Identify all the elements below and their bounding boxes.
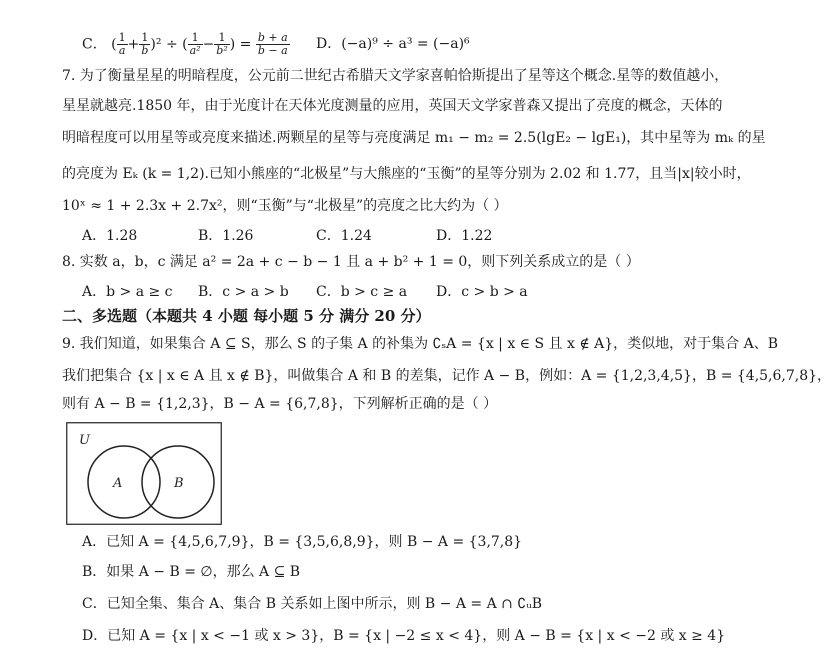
- fraction: $\frac{1}{b}$: [141, 31, 149, 57]
- q8-option-d: D．c > b > a: [436, 284, 528, 300]
- q8-option-a: A．b > a ≥ c: [82, 284, 173, 300]
- fraction: $\frac{b + a}{b - a}$: [257, 31, 288, 57]
- q7-option-b: B．1.26: [198, 228, 254, 244]
- set-a-label: A: [113, 476, 123, 491]
- fraction: $\frac{1}{\text{a²}}$: [189, 31, 201, 57]
- q8-line-1: 8. 实数 a，b，c 满足 a² = 2a + c − b − 1 且 a + b² + 1 = 0，则下列关系成立的是（ ）: [62, 254, 640, 270]
- q8-option-b: B．c > a > b: [198, 284, 289, 300]
- q7-option-d: D．1.22: [436, 228, 493, 244]
- q9-line-3: 则有 A − B = {1,2,3}，B − A = {6,7,8}，下列解析正确的是（ ）: [62, 396, 498, 412]
- set-b-label: B: [174, 476, 184, 491]
- universe-label: U: [79, 433, 90, 448]
- venn-diagram: [66, 422, 222, 525]
- q6-option-d: D．(−a)⁹ ÷ a³ = (−a)⁶: [316, 36, 470, 52]
- q7-line-3: 明暗程度可以用星等或亮度来描述.两颗星的星等与亮度满足 m₁ − m₂ = 2.5(lgE₂ − lgE₁)，其中星等为 mₖ 的星: [62, 130, 766, 146]
- q9-option-d: D．已知 A = {x | x < −1 或 x > 3}，B = {x | −2 ≤ x < 4}，则 A − B = {x | x < −2 或 x ≥ 4}: [82, 628, 726, 644]
- section-title: 二、多选题（本题共 4 小题 每小题 5 分 满分 20 分）: [62, 307, 431, 325]
- q7-line-5: 10ˣ ≈ 1 + 2.3x + 2.7x²，则“玉衡”与“北极星”的亮度之比大约为（ ）: [62, 198, 508, 214]
- q7-option-c: C．1.24: [316, 228, 372, 244]
- q9-option-b: B．如果 A − B = ∅，那么 A ⊆ B: [82, 564, 301, 580]
- q9-option-a: A．已知 A = {4,5,6,7,9}，B = {3,5,6,8,9}，则 B − A = {3,7,8}: [82, 534, 523, 550]
- q7-line-1: 7. 为了衡量星星的明暗程度，公元前二世纪古希腊天文学家喜帕恰斯提出了星等这个概念.星等的数值越小，: [62, 68, 729, 84]
- q7-line-2: 星星就越亮.1850 年，由于光度计在天体光度测量的应用，英国天文学家普森又提出了亮度的概念，天体的: [62, 98, 723, 114]
- set-a-circle: [88, 446, 160, 518]
- q6-option-c: C． ( $\frac{1}{a}$ + $\frac{1}{b}$ )² ÷ ( $\frac{1}{\text{a²}}$ − $\frac{1}{\text{b²}}$ ) = $\frac{b + a}{b - a}$: [82, 31, 288, 57]
- q8-option-c: C．b > c ≥ a: [316, 284, 408, 300]
- q9-option-c: C．已知全集、集合 A、集合 B 关系如上图中所示，则 B − A = A ∩ ∁ᵤB: [82, 596, 543, 612]
- fraction: $\frac{1}{\text{b²}}$: [216, 31, 228, 57]
- q9-line-2: 我们把集合 {x | x ∈ A 且 x ∉ B}，叫做集合 A 和 B 的差集，记作 A − B，例如：A = {1,2,3,4,5}，B = {4,5,6,7,8}，: [62, 368, 831, 384]
- q9-line-1: 9. 我们知道，如果集合 A ⊆ S，那么 S 的子集 A 的补集为 ∁ₛA = {x | x ∈ S 且 x ∉ A}，类似地，对于集合 A、B: [62, 336, 779, 352]
- fraction: $\frac{1}{a}$: [118, 31, 126, 57]
- q7-option-a: A．1.28: [82, 228, 138, 244]
- q7-line-4: 的亮度为 Eₖ (k = 1,2).已知小熊座的“北极星”与大熊座的“玉衡”的星等分别为 2.02 和 1.77，且当|x|较小时，: [62, 166, 751, 182]
- q6-option-c-label: C．: [82, 36, 107, 53]
